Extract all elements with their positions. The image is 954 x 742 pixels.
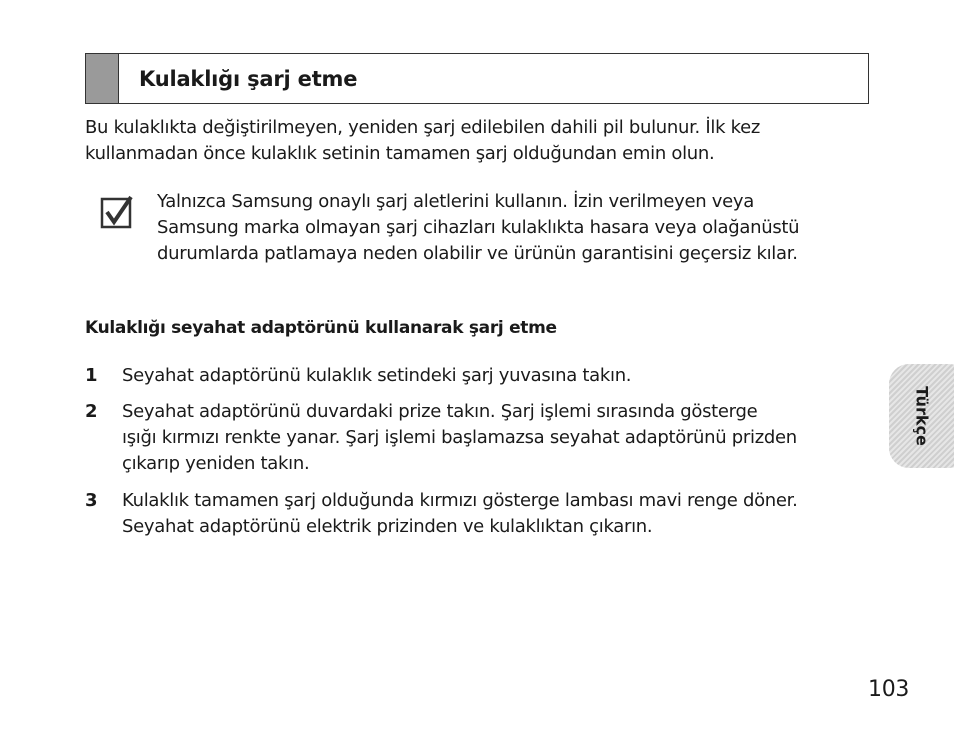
- step-line: Seyahat adaptörünü duvardaki prize takın. Şarj işlemi sırasında gösterge: [122, 401, 758, 422]
- note-line: Yalnızca Samsung onaylı şarj aletlerini kullanın. İzin verilmeyen veya: [157, 191, 754, 212]
- step-line: ışığı kırmızı renkte yanar. Şarj işlemi başlamazsa seyahat adaptörünü prizden: [122, 427, 797, 448]
- step-number: 2: [85, 401, 98, 422]
- step-number: 3: [85, 490, 98, 511]
- note-line: Samsung marka olmayan şarj cihazları kulaklıkta hasara veya olağanüstü: [157, 217, 800, 238]
- heading-accent-block: [86, 54, 119, 103]
- step-text: [122, 363, 882, 389]
- language-label: Türkçe: [912, 386, 932, 446]
- step-text: [122, 399, 882, 477]
- step-line: Kulaklık tamamen şarj olduğunda kırmızı gösterge lambası mavi renge döner.: [122, 490, 798, 511]
- intro-line: Bu kulaklıkta değiştirilmeyen, yeniden şarj edilebilen dahili pil bulunur. İlk kez: [85, 117, 761, 138]
- intro-line: kullanmadan önce kulaklık setinin tamamen şarj olduğundan emin olun.: [85, 143, 715, 164]
- step-number: 1: [85, 365, 98, 386]
- intro-paragraph: [85, 115, 875, 167]
- note-line: durumlarda patlamaya neden olabilir ve ürünün garantisini geçersiz kılar.: [157, 243, 798, 264]
- step-line: çıkarıp yeniden takın.: [122, 453, 310, 474]
- checkbox-check-icon: [100, 195, 134, 229]
- subsection-title: Kulaklığı seyahat adaptörünü kullanarak şarj etme: [85, 318, 557, 338]
- section-title: Kulaklığı şarj etme: [139, 66, 358, 91]
- step-text: [122, 488, 882, 540]
- page-number: 103: [868, 677, 910, 702]
- step-line: Seyahat adaptörünü kulaklık setindeki şarj yuvasına takın.: [122, 365, 632, 386]
- note-text: [157, 189, 877, 267]
- step-line: Seyahat adaptörünü elektrik prizinden ve kulaklıktan çıkarın.: [122, 516, 653, 537]
- section-heading-box: [85, 53, 869, 104]
